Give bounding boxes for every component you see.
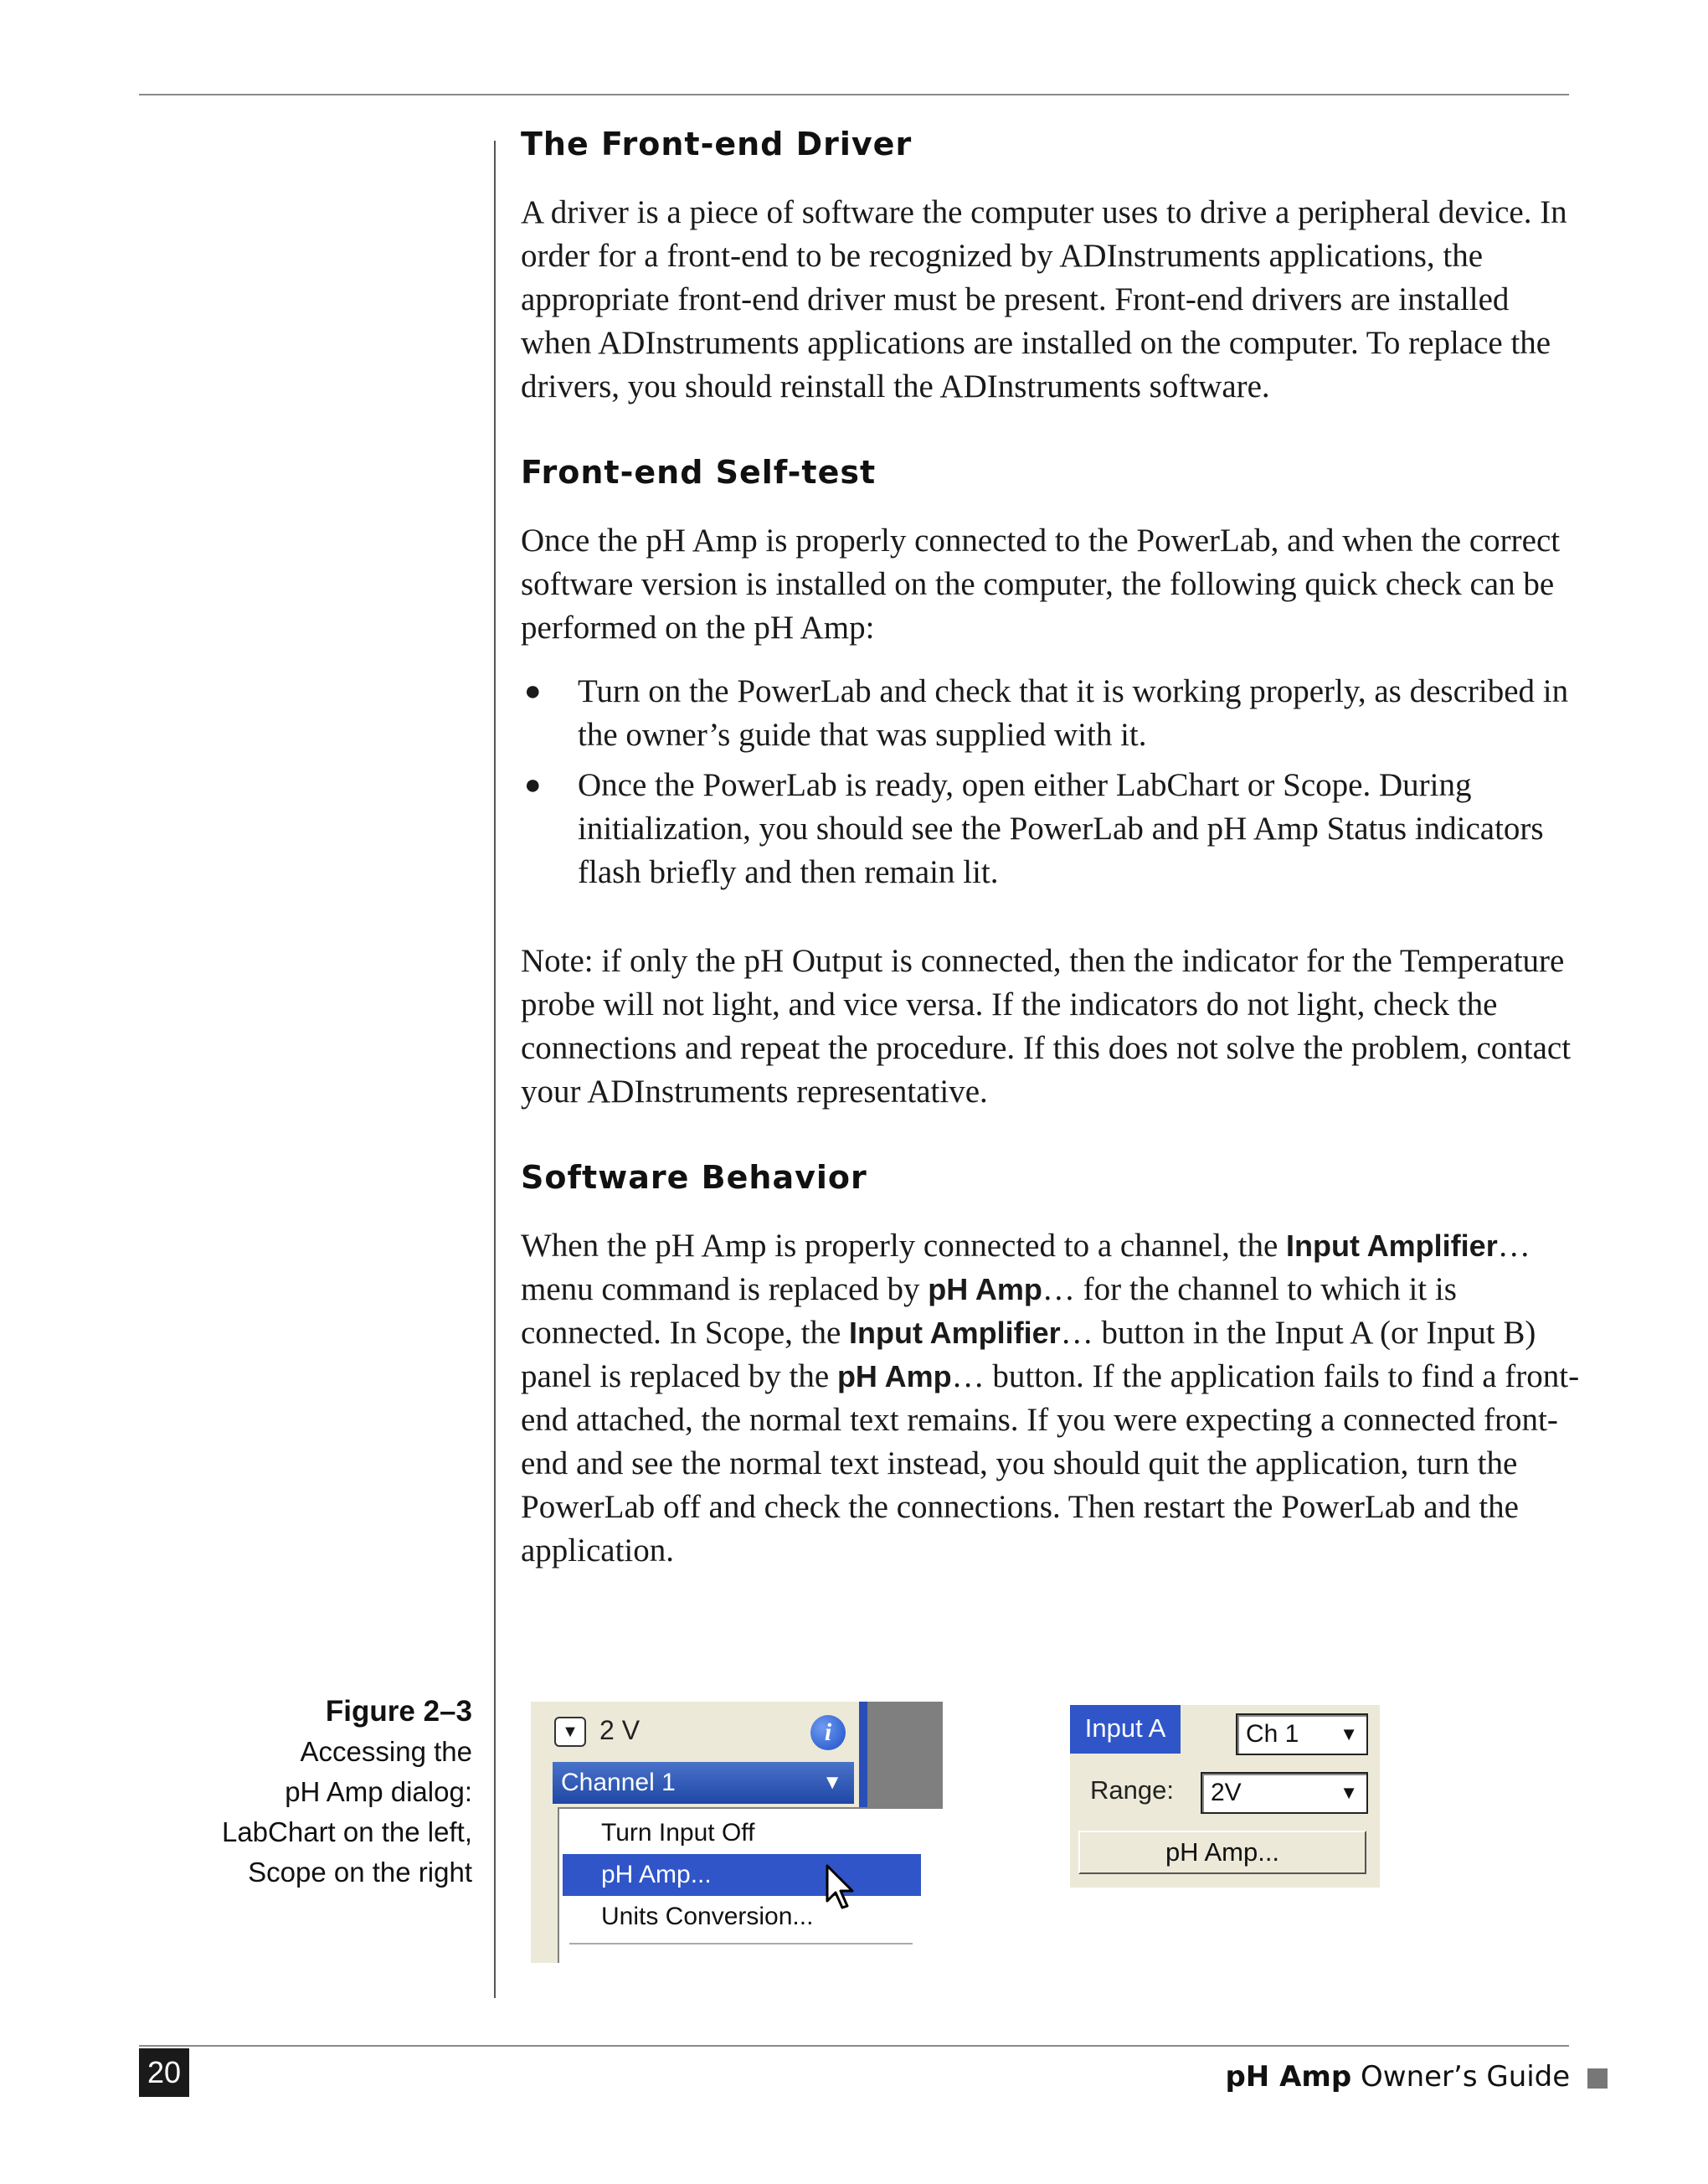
list-item: ● Once the PowerLab is ready, open either LabChart or Scope. During initialization, you should see the PowerLab and pH Amp Status indicators flash briefly and then remain lit. — [521, 764, 1584, 894]
range-dropdown-button[interactable]: ▼ — [554, 1717, 586, 1747]
menu-item-turn-input-off[interactable]: Turn Input Off — [601, 1819, 755, 1847]
range-label: Range: — [1090, 1775, 1174, 1805]
scope-screenshot — [1070, 1705, 1380, 1888]
menu-item-ph-amp[interactable]: pH Amp... — [563, 1854, 921, 1896]
bottom-rule — [139, 2045, 1569, 2047]
ui-term: Input Amplifier — [849, 1316, 1061, 1350]
channel-select[interactable]: Ch 1 ▼ — [1236, 1713, 1368, 1755]
list-item: ● Turn on the PowerLab and check that it is working properly, as described in the owner’s guide that was supplied with it. — [521, 670, 1584, 757]
main-content — [521, 126, 1584, 1618]
self-test-note: Note: if only the pH Output is connected, then the indicator for the Temperature probe will not light, and vice versa. If the indicators do not light, check the connections and repeat the procedure. If this does not solve the problem, contact your ADInstruments representative. — [521, 943, 1572, 1110]
section-heading-driver: The Front-end Driver — [521, 126, 913, 162]
bullet-icon: ● — [524, 770, 542, 801]
menu-separator — [569, 1943, 913, 1944]
figure-caption — [222, 1692, 472, 1893]
section-heading-software: Software Behavior — [521, 1159, 867, 1196]
ui-term: pH Amp — [836, 1359, 952, 1393]
caption-line: LabChart on the left, — [221, 1816, 472, 1847]
margin-divider — [494, 141, 496, 1998]
chevron-down-icon: ▼ — [822, 1771, 842, 1794]
section-paragraph-self-test: Once the pH Amp is properly connected to the PowerLab, and when the correct software version is installed on the computer, the following quick check can be performed on the pH Amp: — [521, 523, 1561, 646]
ui-term: pH Amp — [928, 1272, 1042, 1306]
labchart-screenshot — [531, 1702, 943, 1963]
section-paragraph-software: When the pH Amp is properly connected to a channel, the Input Amplifier… menu command is replaced by pH Amp… for the channel to which it is connected. In Scope, the Input Amplifier… button in the Input A (or Input B) panel is replaced by the pH Amp… button. If the application fails to find a front-end attached, the normal text remains. If you were expecting a connected front-end and see the normal text instead, you should quit the application, turn the PowerLab off and check the connections. Then restart the PowerLab and the application. — [521, 1228, 1580, 1568]
running-footer — [1225, 2060, 1608, 2094]
section-paragraph-driver: A driver is a piece of software the computer uses to drive a peripheral device. In order for a front-end to be recognized by ADInstruments applications, the appropriate front-end driver must be present. Front-end drivers are installed when ADInstruments applications are installed on the computer. To replace the drivers, you should reinstall the ADInstruments software. — [521, 194, 1567, 404]
section-heading-self-test: Front-end Self-test — [521, 454, 877, 491]
input-a-tab[interactable]: Input A — [1070, 1705, 1181, 1754]
page-number: 20 — [139, 2048, 189, 2097]
caption-line: Scope on the right — [248, 1857, 472, 1888]
menu-item-units-conversion[interactable]: Units Conversion... — [601, 1903, 814, 1930]
chevron-down-icon: ▼ — [1340, 1782, 1358, 1803]
self-test-list — [521, 670, 1584, 894]
ph-amp-button[interactable]: pH Amp... — [1078, 1831, 1366, 1874]
channel-menu — [558, 1807, 943, 1963]
channel-menu-button[interactable]: Channel 1 ▼ — [553, 1762, 854, 1804]
chevron-down-icon: ▼ — [1340, 1723, 1358, 1744]
caption-line: pH Amp dialog: — [285, 1776, 472, 1807]
bullet-icon: ● — [524, 676, 542, 707]
range-value: 2 V — [599, 1715, 640, 1745]
footer-product: pH Amp — [1225, 2060, 1352, 2094]
info-icon[interactable]: i — [810, 1715, 846, 1750]
figure-label: Figure 2–3 — [325, 1695, 472, 1728]
footer-guide: Owner’s Guide — [1361, 2060, 1571, 2094]
mouse-pointer-icon — [826, 1864, 859, 1911]
caption-line: Accessing the — [300, 1736, 472, 1767]
footer-square-icon — [1587, 2068, 1608, 2089]
ui-term: Input Amplifier — [1286, 1228, 1498, 1263]
top-rule — [139, 94, 1569, 95]
range-select[interactable]: 2V ▼ — [1201, 1772, 1368, 1814]
